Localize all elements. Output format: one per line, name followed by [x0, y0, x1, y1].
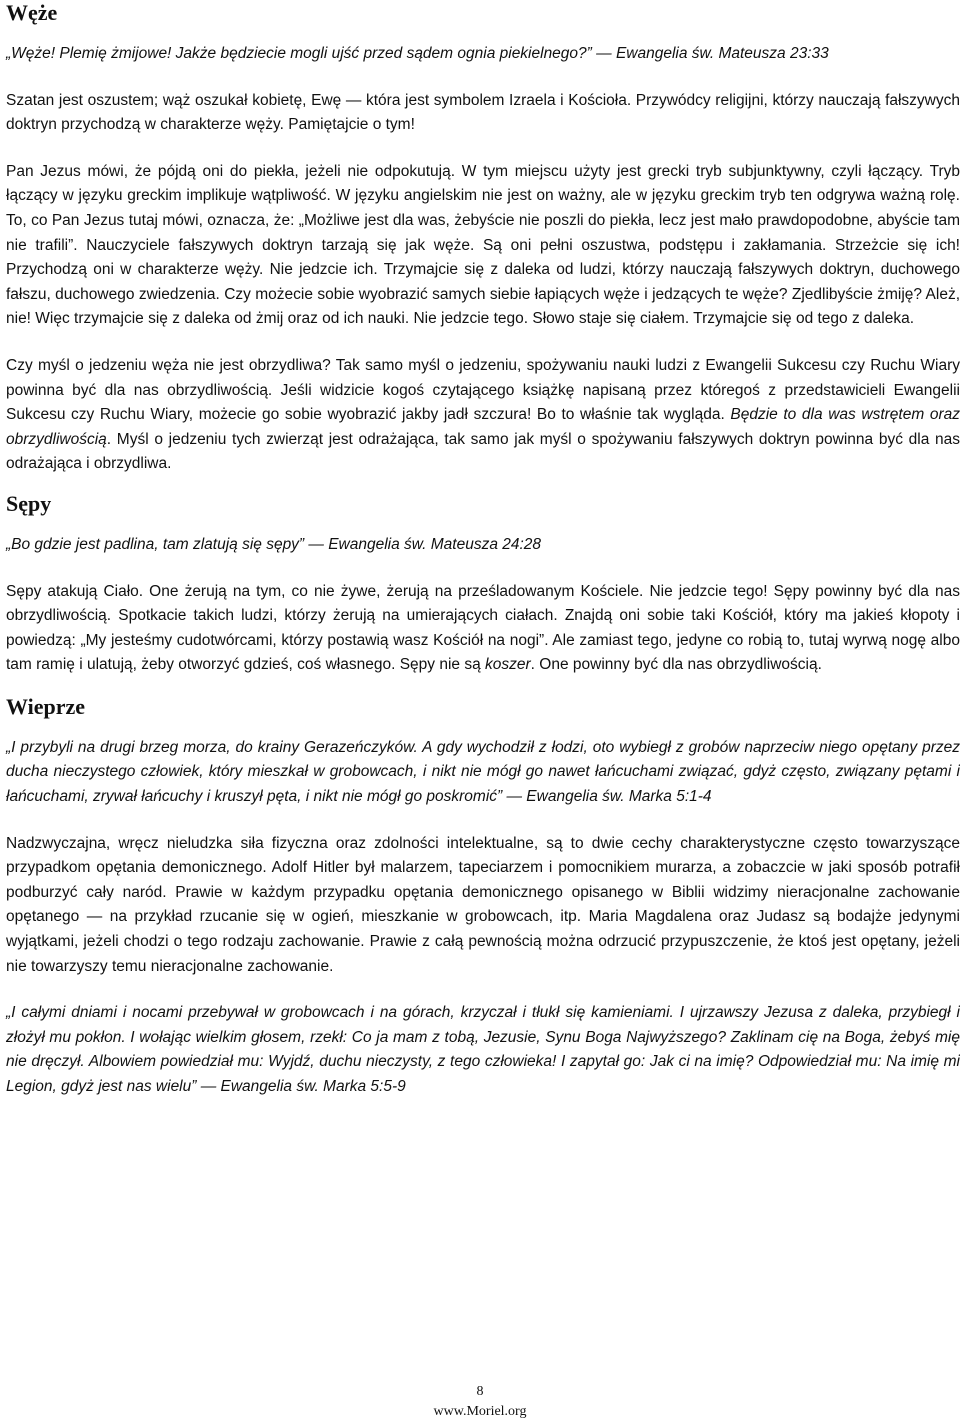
paragraph-demonic-possession: Nadzwyczajna, wręcz nieludzka siła fizyczna oraz zdolności intelektualne, są to dwie cechy charakterystyczne często towarzyszące przypadkom opętania demonicznego. Adolf Hitler był malarzem, tapeciarzem i pomocnikiem murarza, a zobaczcie w jaki sposób potrafił podburzyć cały naród. Prawie w każdym przypadku opętania demonicznego opisanego w Biblii widzimy nieracjonalne zachowanie opętanego ― na przykład rzucanie się w ogień, mieszkanie w grobowcach, itp. Maria Magdalena oraz Judasz są bodajże jedynymi wyjątkami, jeżeli chodzi o tego rodzaju zachowanie. Prawie z całą pewnością można odrzucić przypuszczenie, że ktoś jest opętany, jeżeli nie towarzyszy temu nieracjonalne zachowanie. — [6, 834, 960, 975]
quote-matthew-23-33: „Węże! Plemię żmijowe! Jakże będziecie mogli ujść przed sądem ognia piekielnego?” ― Ewangelia św. Mateusza 23:33 — [6, 45, 829, 62]
heading-vultures: Sępy — [6, 490, 52, 516]
heading-swine: Wieprze — [6, 693, 86, 719]
paragraph-satan-deceiver: Szatan jest oszustem; wąż oszukał kobietę, Ewę ― która jest symbolem Izraela i Kościoła. Przywódcy religijni, którzy nauczają fałszywych doktryn przychodzą w charakterze węży. Pamiętajcie o tym! — [6, 91, 960, 134]
paragraph-vultures: Sępy atakują Ciało. One żerują na tym, co nie żywe, żerują na prześladowanym Kościele. Nie jedzcie tego! Sępy powinny być dla nas obrzydliwością. Spotkacie takich ludzi, którzy żerują na umierających ciałach. Znajdą oni sobie taki Kościół, który ma jakieś kłopoty i powiedzą: „My jesteśmy cudotwórcami, którzy postawią wasz Kościół na nogi”. Ale zamiast tego, jedyne co robią to, tutaj wyrwą nogę albo tam ramię i ulatują, żeby otworzyć gdzieś, coś własnego. Sępy nie są koszer. One powinny być dla nas obrzydliwością. — [6, 582, 960, 674]
quote-matthew-24-28: „Bo gdzie jest padlina, tam zlatują się sępy” ― Ewangelia św. Mateusza 24:28 — [6, 535, 542, 553]
footer-site: www.Moriel.org — [433, 1404, 527, 1419]
paragraph-subjunctive: Pan Jezus mówi, że pójdą oni do piekła, jeżeli nie odpokutują. W tym miejscu użyty jest grecki tryb subjunktywny, czyli łączący. Tryb łączący w języku greckim implikuje wątpliwość. W języku angielskim nie jest on ważny, ale w języku greckim tryb ten odgrywa ważną rolę. To, co Pan Jezus tutaj mówi, oznacza, że: „Możliwe jest dla was, żebyście nie poszli do piekła, lecz jest mało prawdopodobne, abyście tam nie trafili”. Nauczyciele fałszywych doktryn tarzają się jak węże. Są oni pełni oszustwa, podstępu i zakłamania. Strzeżcie się ich! Przychodzą oni w charakterze węży. Nie jedzcie ich. Trzymajcie się z daleka od ludzi, którzy nauczają fałszywych doktryn, duchowego fałszu, duchowego zwiedzenia. Czy możecie sobie wyobrazić samych siebie łapiących węże i jedzących te węże? Zjedlibyście żmiję? Ależ, nie! Więc trzymajcie się z daleka od żmij oraz od ich nauki. Nie jedzcie tego. Słowo staje się ciałem. Trzymajcie się od tego z daleka. — [6, 162, 960, 328]
document-page — [6, 0, 960, 1424]
heading-snakes: Węże — [6, 0, 58, 25]
quote-mark-5-1-4: „I przybyli na drugi brzeg morza, do krainy Gerazeńczyków. A gdy wychodził z łodzi, oto wybiegł z grobów naprzeciw niego opętany przez ducha nieczystego człowiek, który mieszkał w grobowcach, i nikt nie mógł go nawet łańcuchami związać, gdyż często, związany pętami i łańcuchami, zrywał łańcuchy i kruszył pęta, i nikt nie mógł go poskromić” ― Ewangelia św. Marka 5:1-4 — [6, 738, 960, 806]
page-number: 8 — [476, 1384, 484, 1399]
quote-mark-5-5-9: „I całymi dniami i nocami przebywał w grobowcach i na górach, krzyczał i tłukł się kamieniami. I ujrzawszy Jezusa z daleka, przybiegł i złożył mu pokłon. I wołając wielkim głosem, rzekł: Co ja mam z tobą, Jezusie, Synu Boga Najwyższego? Zaklinam cię na Boga, żebyś mię nie dręczył. Albowiem powiedział mu: Wyjdź, duchu nieczysty, z tego człowieka! I zapytał go: Jak ci na imię? Odpowiedział mu: Na imię mi Legion, gdyż jest nas wielu” ― Ewangelia św. Marka 5:5-9 — [6, 1004, 960, 1095]
paragraph-eating-snake: Czy myśl o jedzeniu węża nie jest obrzydliwa? Tak samo myśl o jedzeniu, spożywaniu nauki ludzi z Ewangelii Sukcesu czy Ruchu Wiary powinna być dla nas obrzydliwością. Jeśli widzicie kogoś czytającego książkę napisaną przez któregoś z przedstawicieli Ewangelii Sukcesu czy Ruchu Wiary, możecie go sobie wyobrazić jakby jadł szczura! Bo to właśnie tak wygląda. Będzie to dla was wstrętem oraz obrzydliwością. Myśl o jedzeniu tych zwierząt jest odrażająca, tak samo jak myśl o spożywaniu fałszywych doktryn powinna być dla nas odrażająca i obrzydliwa. — [6, 356, 960, 473]
